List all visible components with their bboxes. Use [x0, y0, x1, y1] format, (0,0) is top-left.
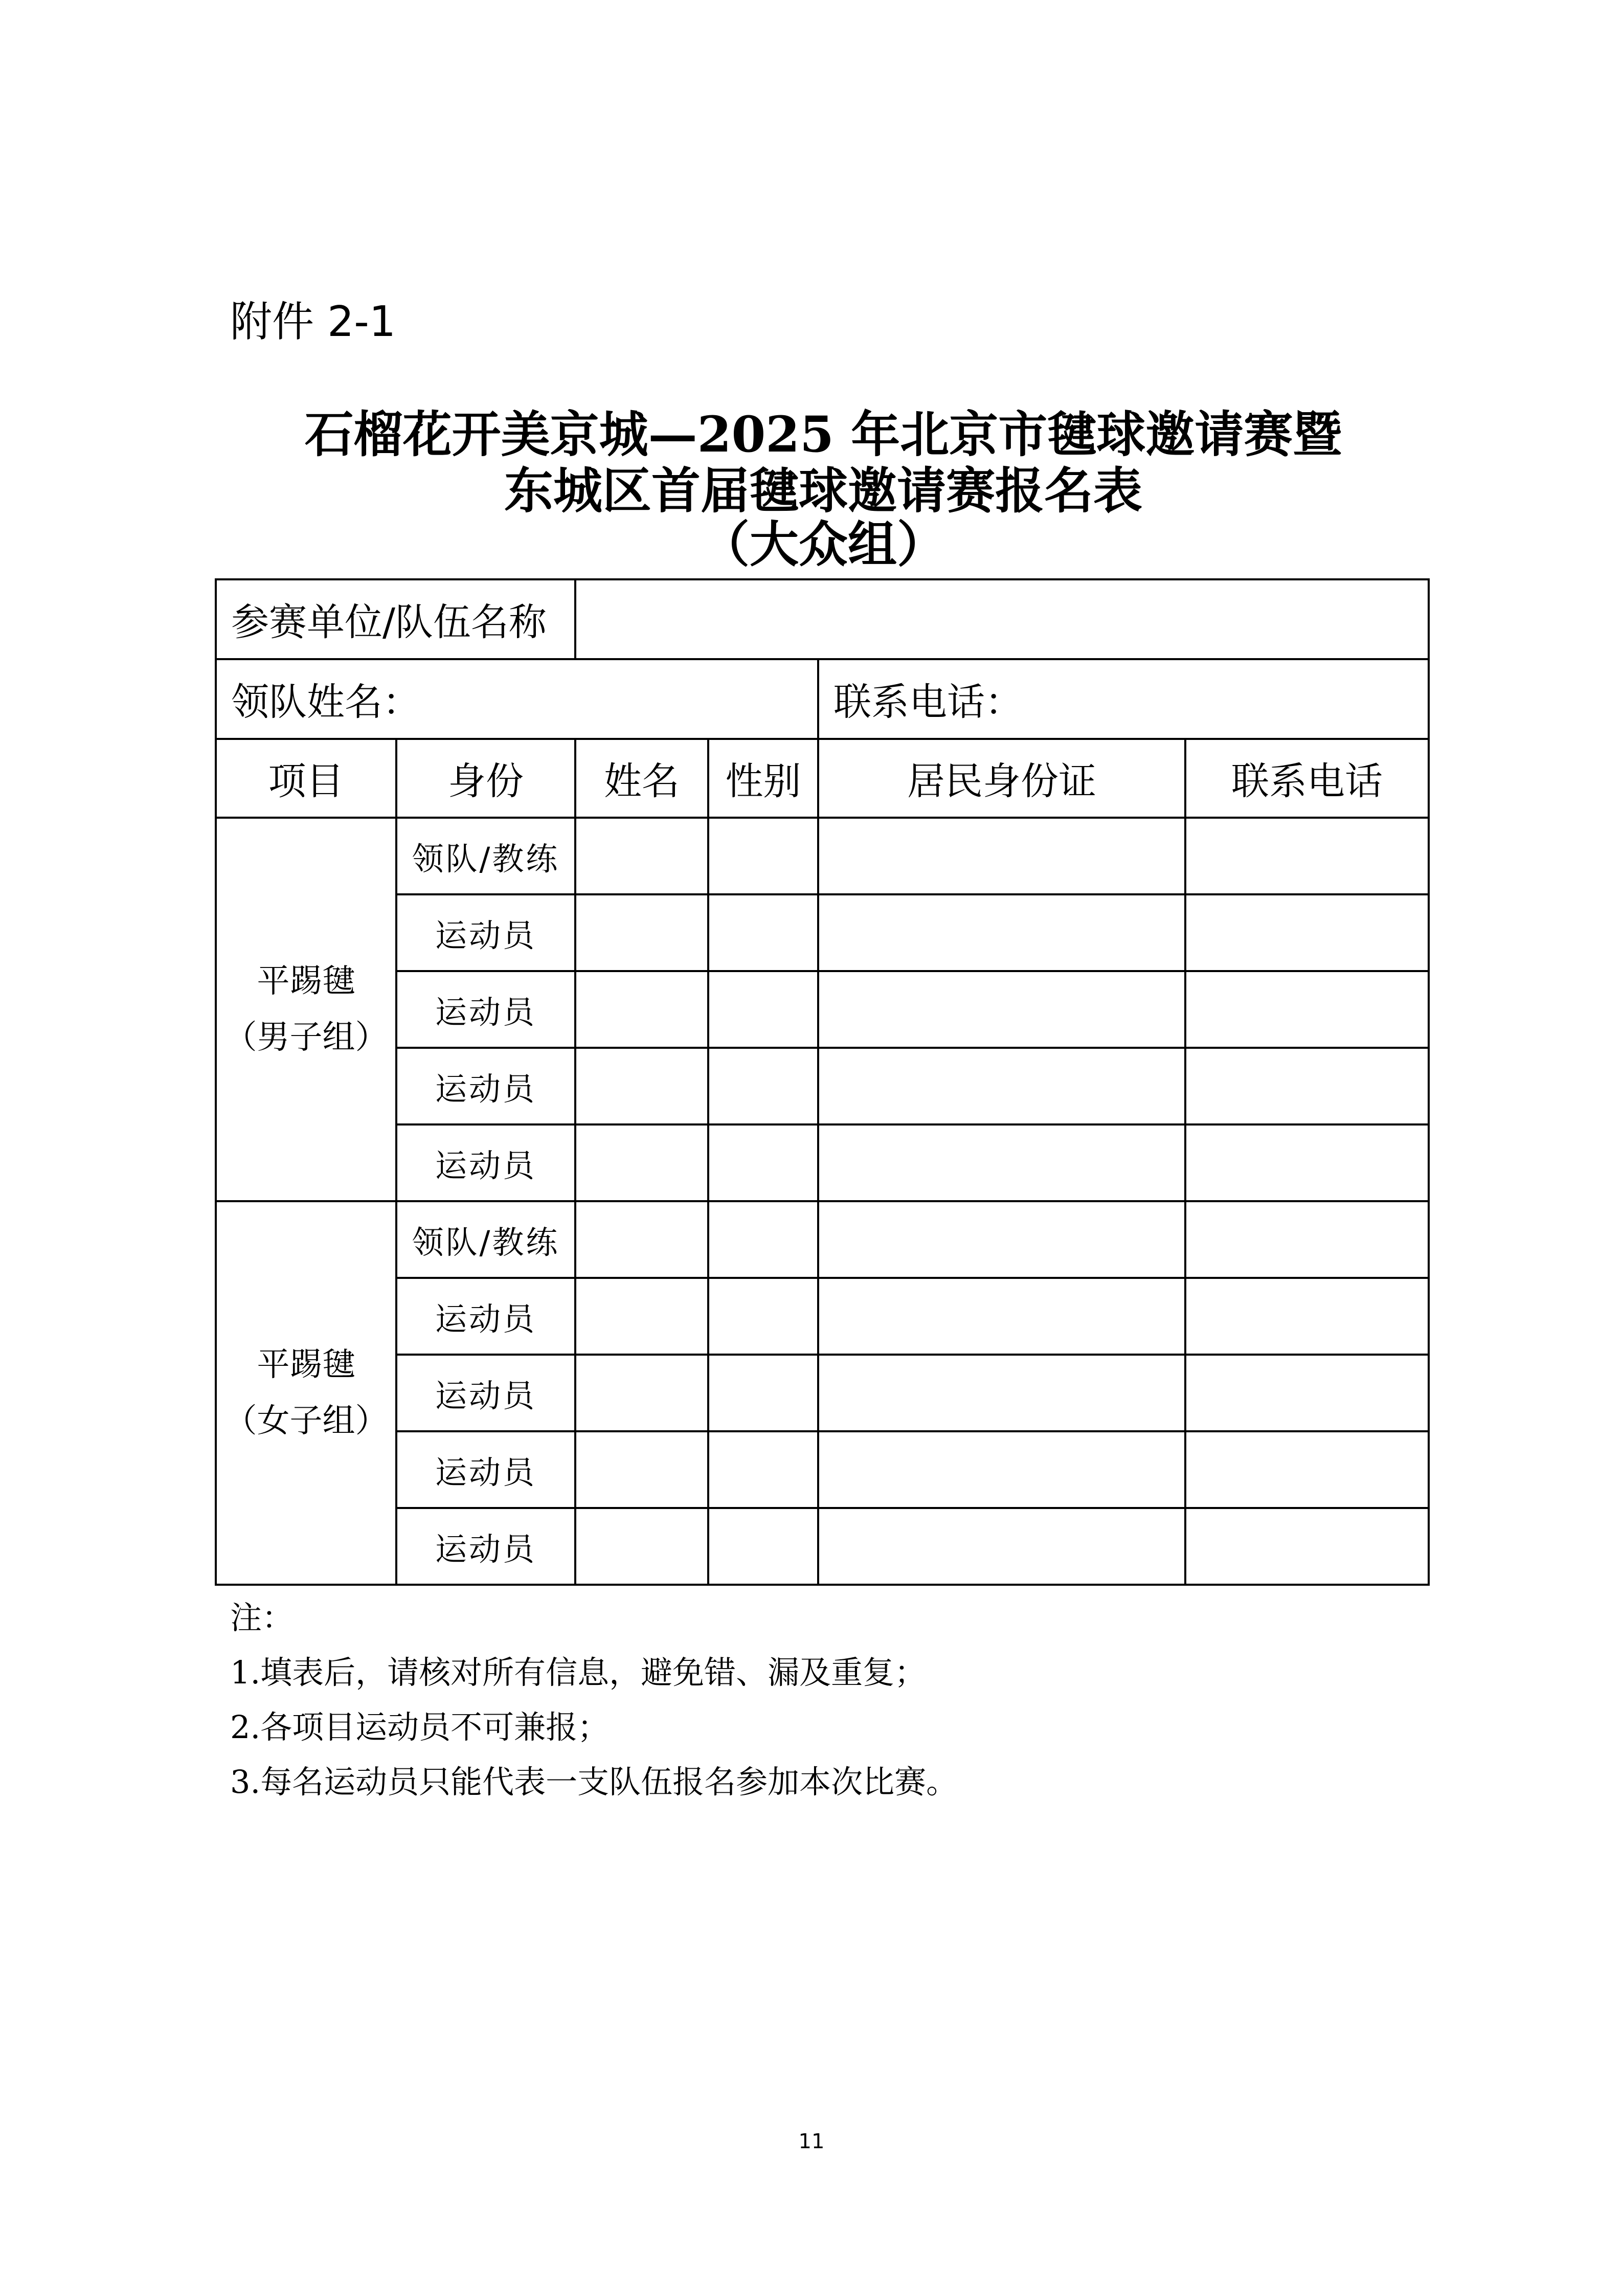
event-group: （女子组）	[224, 1402, 388, 1440]
gender-cell[interactable]	[708, 1048, 818, 1124]
role-cell: 运动员	[396, 1278, 575, 1355]
notes	[230, 1590, 958, 1809]
phone-cell[interactable]	[1185, 1431, 1429, 1508]
table-row	[216, 1431, 1429, 1508]
id-card-cell[interactable]	[818, 1431, 1185, 1508]
phone-cell[interactable]	[1185, 971, 1429, 1048]
table-row	[216, 1278, 1429, 1355]
role-cell: 运动员	[396, 1048, 575, 1124]
team-label: 参赛单位/队伍名称	[216, 579, 575, 659]
gender-cell[interactable]	[708, 1431, 818, 1508]
registration-form	[215, 578, 1430, 1586]
column-header: 性别	[708, 739, 818, 818]
table-row	[216, 1508, 1429, 1585]
gender-cell[interactable]	[708, 1124, 818, 1201]
event-cell-men	[216, 818, 396, 1201]
note-item: 3.每名运动员只能代表一支队伍报名参加本次比赛。	[230, 1763, 958, 1800]
id-card-cell[interactable]	[818, 1355, 1185, 1431]
event-name: 平踢毽	[257, 1346, 355, 1384]
gender-cell[interactable]	[708, 1355, 818, 1431]
phone-cell[interactable]	[1185, 818, 1429, 894]
name-cell[interactable]	[575, 971, 708, 1048]
title-line-2: 东城区首届毽球邀请赛报名表	[504, 462, 1142, 520]
gender-cell[interactable]	[708, 818, 818, 894]
id-card-cell[interactable]	[818, 818, 1185, 894]
title-line-3: （大众组）	[701, 515, 946, 573]
role-cell: 运动员	[396, 1508, 575, 1585]
phone-cell[interactable]	[1185, 894, 1429, 971]
column-header: 姓名	[575, 739, 708, 818]
id-card-cell[interactable]	[818, 971, 1185, 1048]
table-row	[216, 1201, 1429, 1278]
leader-name-cell[interactable]	[216, 659, 818, 739]
column-header: 身份	[396, 739, 575, 818]
note-item: 2.各项目运动员不可兼报；	[230, 1708, 610, 1746]
name-cell[interactable]	[575, 1278, 708, 1355]
name-cell[interactable]	[575, 818, 708, 894]
phone-cell[interactable]	[1185, 1355, 1429, 1431]
column-header: 居民身份证	[818, 739, 1185, 818]
event-cell-women	[216, 1201, 396, 1585]
note-item: 1.填表后，请核对所有信息，避免错、漏及重复；	[230, 1654, 927, 1691]
table-row	[216, 1124, 1429, 1201]
role-cell: 运动员	[396, 894, 575, 971]
phone-cell[interactable]	[1185, 1278, 1429, 1355]
id-card-cell[interactable]	[818, 1124, 1185, 1201]
event-group: （男子组）	[224, 1019, 388, 1056]
page-number: 11	[798, 2130, 825, 2153]
role-cell: 运动员	[396, 1355, 575, 1431]
gender-cell[interactable]	[708, 1278, 818, 1355]
column-header: 联系电话	[1185, 739, 1429, 818]
id-card-cell[interactable]	[818, 1508, 1185, 1585]
table-row	[216, 971, 1429, 1048]
name-cell[interactable]	[575, 1508, 708, 1585]
id-card-cell[interactable]	[818, 1201, 1185, 1278]
id-card-cell[interactable]	[818, 894, 1185, 971]
attachment-label: 附件 2-1	[230, 298, 396, 346]
table-row	[216, 818, 1429, 894]
phone-cell[interactable]	[1185, 1124, 1429, 1201]
role-cell: 运动员	[396, 1431, 575, 1508]
id-card-cell[interactable]	[818, 1278, 1185, 1355]
role-cell: 运动员	[396, 971, 575, 1048]
name-cell[interactable]	[575, 1048, 708, 1124]
gender-cell[interactable]	[708, 894, 818, 971]
leader-phone-cell[interactable]	[818, 659, 1429, 739]
notes-heading: 注：	[230, 1599, 294, 1636]
title-line-1: 石榴花开美京城—2025 年北京市毽球邀请赛暨	[304, 406, 1342, 463]
gender-cell[interactable]	[708, 971, 818, 1048]
team-row	[216, 579, 1429, 659]
leader-label: 领队姓名：	[231, 680, 420, 724]
role-cell: 领队/教练	[396, 1201, 575, 1278]
id-card-cell[interactable]	[818, 1048, 1185, 1124]
name-cell[interactable]	[575, 894, 708, 971]
phone-cell[interactable]	[1185, 1508, 1429, 1585]
phone-cell[interactable]	[1185, 1048, 1429, 1124]
table-row	[216, 1355, 1429, 1431]
table-row	[216, 1048, 1429, 1124]
table-row	[216, 894, 1429, 971]
name-cell[interactable]	[575, 1201, 708, 1278]
phone-label: 联系电话：	[833, 680, 1023, 724]
column-header: 项目	[216, 739, 396, 818]
name-cell[interactable]	[575, 1355, 708, 1431]
phone-cell[interactable]	[1185, 1201, 1429, 1278]
team-input-cell[interactable]	[575, 579, 1429, 659]
name-cell[interactable]	[575, 1124, 708, 1201]
role-cell: 领队/教练	[396, 818, 575, 894]
gender-cell[interactable]	[708, 1508, 818, 1585]
gender-cell[interactable]	[708, 1201, 818, 1278]
leader-row	[216, 659, 1429, 739]
name-cell[interactable]	[575, 1431, 708, 1508]
event-name: 平踢毽	[257, 962, 355, 1000]
header-row	[216, 739, 1429, 818]
role-cell: 运动员	[396, 1124, 575, 1201]
